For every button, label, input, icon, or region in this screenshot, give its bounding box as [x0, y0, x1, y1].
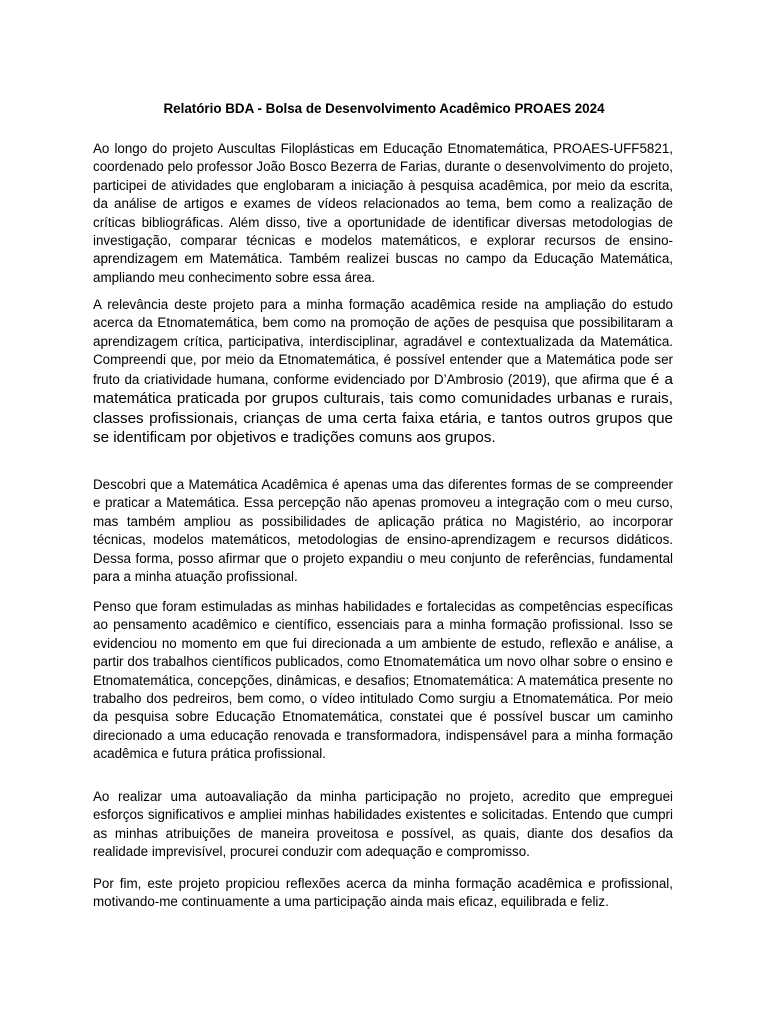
- paragraph-project-activities: Ao longo do projeto Auscultas Filoplásticas em Educação Etnomatemática, PROAES-UFF5821, coordenado pelo professor João Bosco Bezerra de Farias, durante o desenvolvimento do projeto, participei de atividades que englobaram a iniciação à pesquisa acadêmica, por meio da escrita, da análise de artigos e exames de vídeos relacionados ao tema, bem como a realização de críticas bibliográficas. Além disso, tive a oportunidade de identificar diversas metodologias de investigação, comparar técnicas e modelos matemáticos, e explorar recursos de ensino-aprendizagem em Matemática. Também realizei buscas no campo da Educação Matemática, ampliando meu conhecimento sobre essa área.: [93, 141, 673, 285]
- paragraph-academic-mathematics: Descobri que a Matemática Acadêmica é apenas uma das diferentes formas de se compreender e praticar a Matemática. Essa percepção não apenas promoveu a integração com o meu curso, mas também ampliou as possibilidades de aplicação prática no Magistério, ao incorporar técnicas, modelos matemáticos, metodologias de ensino-aprendizagem e recursos didáticos. Dessa forma, posso afirmar que o projeto expandiu o meu conjunto de referências, fundamental para a minha atuação profissional.: [93, 477, 673, 585]
- relevance-text-part2: é a matemática praticada por grupos culturais, tais como comunidades urbanas e rurais, classes profissionais, crianças de uma certa faixa etária, e tantos outros grupos que se identificam por objetivos e tradições comuns aos grupos.: [93, 370, 673, 447]
- paragraph-project-relevance: [93, 296, 673, 448]
- paragraph-skills-competences: Penso que foram estimuladas as minhas habilidades e fortalecidas as competências específicas ao pensamento acadêmico e científico, essenciais para a minha formação profissional. Isso se evidenciou no momento em que fui direcionada a um ambiente de estudo, reflexão e análise, a partir dos trabalhos científicos publicados, como Etnomatemática um novo olhar sobre o ensino e Etnomatemática, concepções, dinâmicas, e desafios; Etnomatemática: A matemática presente no trabalho dos pedreiros, bem como, o vídeo intitulado Como surgiu a Etnomatemática. Por meio da pesquisa sobre Educação Etnomatemática, constatei que é possível buscar um caminho direcionado a uma educação renovada e transformadora, indispensável para a minha formação acadêmica e futura prática profissional.: [93, 599, 673, 762]
- relevance-text-part1: A relevância deste projeto para a minha formação acadêmica reside na ampliação do estudo acerca da Etnomatemática, bem como na promoção de ações de pesquisa que possibilitaram a aprendizagem crítica, participativa, interdisciplinar, agradável e contextualizada da Matemática. Compreendi que, por meio da Etnomatemática, é possível entender que a Matemática pode ser fruto da criatividade humana, conforme evidenciado por D’Ambrosio (2019), que afirma que: [93, 297, 673, 387]
- document-title: Relatório BDA - Bolsa de Desenvolvimento Acadêmico PROAES 2024: [163, 101, 605, 116]
- paragraph-conclusion: Por fim, este projeto propiciou reflexões acerca da minha formação acadêmica e profissional, motivando-me continuamente a uma participação ainda mais eficaz, equilibrada e feliz.: [93, 876, 673, 910]
- paragraph-self-evaluation: Ao realizar uma autoavaliação da minha participação no projeto, acredito que empreguei esforços significativos e ampliei minhas habilidades existentes e solicitadas. Entendo que cumpri as minhas atribuições de maneira proveitosa e possível, as quais, diante dos desafios da realidade imprevisível, procurei conduzir com adequação e compromisso.: [93, 789, 673, 860]
